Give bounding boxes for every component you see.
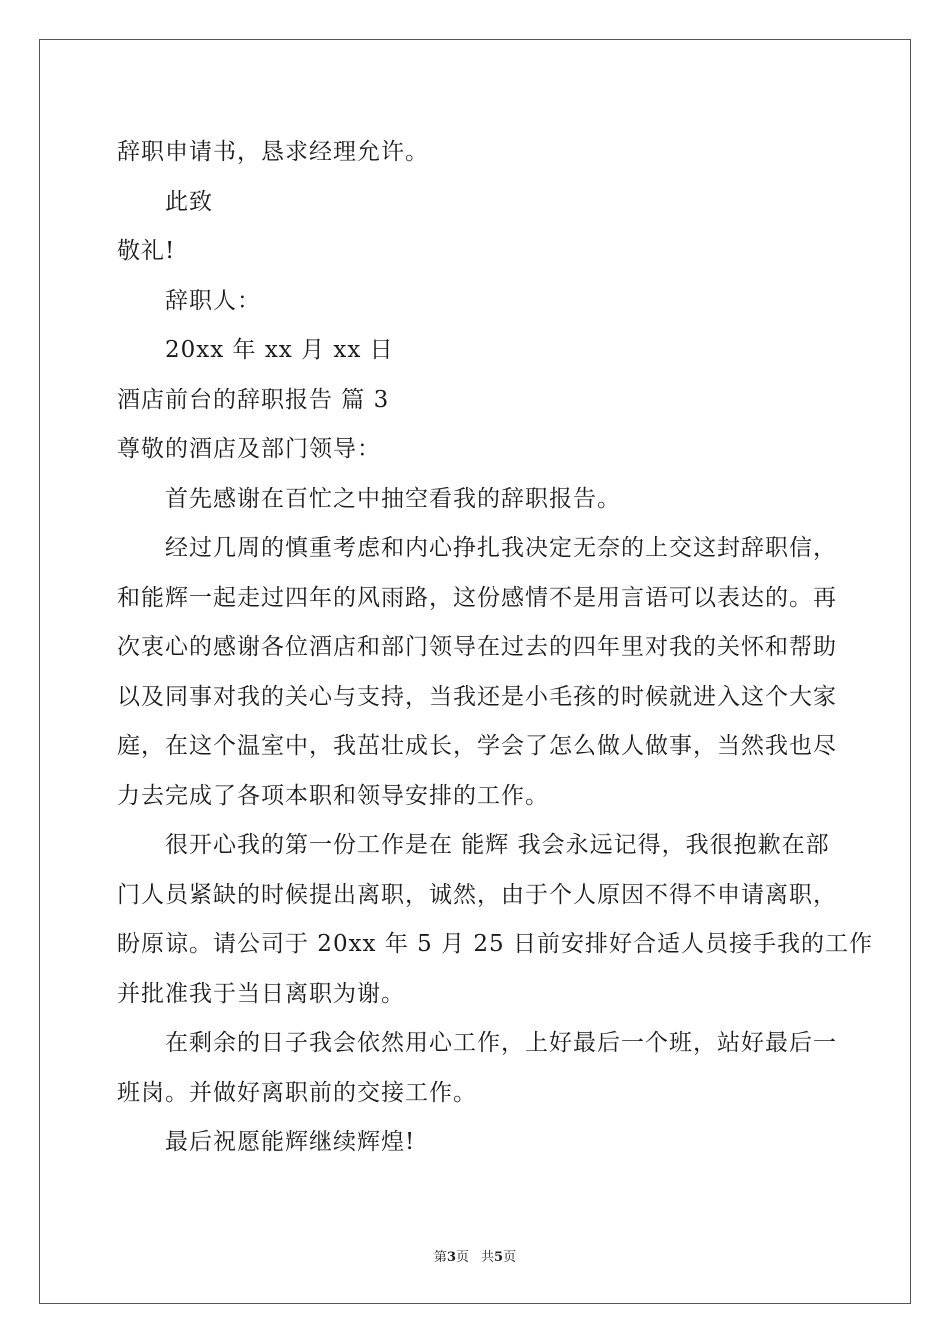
page-suffix: 页 <box>455 1250 469 1265</box>
text-line: 最后祝愿能辉继续辉煌! <box>165 1129 416 1155</box>
document-body <box>117 128 873 1168</box>
text-line: 辞职人： <box>165 287 261 314</box>
total-suffix: 页 <box>503 1250 517 1265</box>
text-line: 敬礼! <box>117 238 176 264</box>
section-heading: 酒店前台的辞职报告 篇 3 <box>117 386 390 413</box>
text-line: 在剩余的日子我会依然用心工作，上好最后一个班，站好最后一 <box>165 1030 837 1056</box>
text-line: 和能辉一起走过四年的风雨路，这份感情不是用言语可以表达的。再 <box>117 584 837 611</box>
page-prefix: 第 <box>433 1250 447 1265</box>
text-line: 门人员紧缺的时候提出离职，诚然，由于个人原因不得不申请离职， <box>117 881 837 908</box>
page-footer <box>0 1246 950 1265</box>
text-line: 次衷心的感谢各位酒店和部门领导在过去的四年里对我的关怀和帮助 <box>117 634 837 660</box>
salutation: 尊敬的酒店及部门领导： <box>117 436 381 462</box>
text-line: 很开心我的第一份工作是在 能辉 我会永远记得，我很抱歉在部 <box>165 832 830 858</box>
text-line: 辞职申请书，恳求经理允许。 <box>117 139 429 165</box>
text-line: 此致 <box>165 188 213 215</box>
text-line: 经过几周的慎重考虑和内心挣扎我决定无奈的上交这封辞职信， <box>165 535 837 561</box>
text-line: 力去完成了各项本职和领导安排的工作。 <box>117 782 549 809</box>
total-page-number: 5 <box>494 1250 504 1265</box>
total-prefix: 共 <box>481 1250 495 1265</box>
text-line: 首先感谢在百忙之中抽空看我的辞职报告。 <box>165 485 621 512</box>
text-line: 盼原谅。请公司于 20xx 年 5 月 25 日前安排好合适人员接手我的工作 <box>117 931 873 957</box>
text-line: 20xx 年 xx 月 xx 日 <box>165 337 394 363</box>
text-line: 并批准我于当日离职为谢。 <box>117 980 405 1007</box>
text-line: 班岗。并做好离职前的交接工作。 <box>117 1079 477 1106</box>
current-page-number: 3 <box>446 1250 456 1265</box>
text-line: 庭，在这个温室中，我茁壮成长，学会了怎么做人做事，当然我也尽 <box>117 733 837 759</box>
text-line: 以及同事对我的关心与支持，当我还是小毛孩的时候就进入这个大家 <box>117 683 837 710</box>
